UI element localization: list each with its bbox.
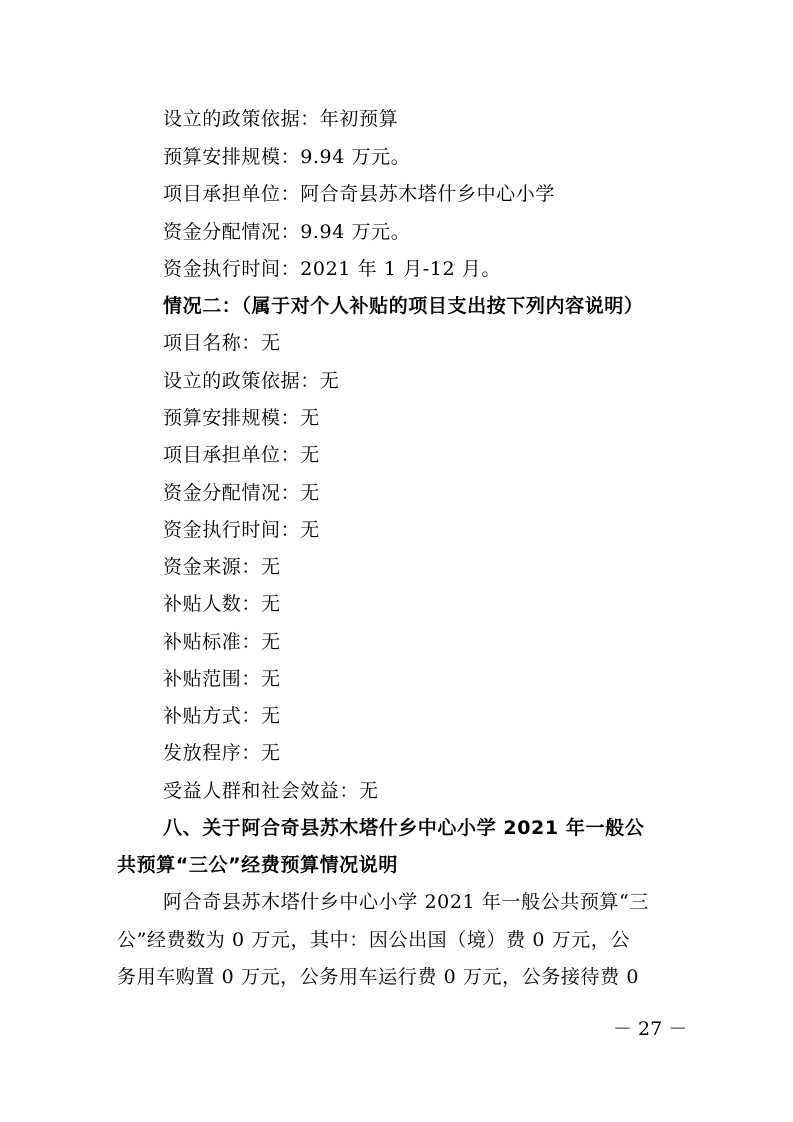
undertaking-unit-line: 项目承担单位：阿合奇县苏木塔什乡中心小学 [163,183,556,205]
budget-scale-line: 预算安排规模：9.94 万元。 [163,146,411,168]
list-item: 项目承担单位：无 [163,444,320,466]
list-item: 补贴范围：无 [163,668,281,690]
list-item: 项目名称：无 [163,332,281,354]
section-eight-body-line3: 务用车购置 0 万元，公务用车运行费 0 万元，公务接待费 0 [117,966,640,988]
list-item: 补贴标准：无 [163,631,281,653]
page-number: － 27 － [613,1018,688,1040]
execution-time-line: 资金执行时间：2021 年 1 月-12 月。 [163,258,501,280]
situation-two-heading: 情况二：（属于对个人补贴的项目支出按下列内容说明） [163,295,644,317]
list-item: 补贴方式：无 [163,705,281,727]
list-item: 资金分配情况：无 [163,482,320,504]
list-item: 补贴人数：无 [163,593,281,615]
list-item: 预算安排规模：无 [163,407,320,429]
section-eight-heading-line1: 八、关于阿合奇县苏木塔什乡中心小学 2021 年一般公 [163,817,645,839]
section-eight-heading-line2: 共预算“三公”经费预算情况说明 [117,854,398,876]
list-item: 发放程序：无 [163,742,281,764]
list-item: 资金执行时间：无 [163,519,320,541]
section-eight-body-line1: 阿合奇县苏木塔什乡中心小学 2021 年一般公共预算“三 [163,891,649,913]
section-eight-body-line2: 公”经费数为 0 万元，其中：因公出国（境）费 0 万元，公 [117,929,631,951]
fund-allocation-line: 资金分配情况：9.94 万元。 [163,221,411,243]
list-item: 设立的政策依据：无 [163,370,340,392]
policy-basis-line: 设立的政策依据：年初预算 [163,108,399,130]
list-item: 资金来源：无 [163,556,281,578]
list-item: 受益人群和社会效益：无 [163,780,379,802]
